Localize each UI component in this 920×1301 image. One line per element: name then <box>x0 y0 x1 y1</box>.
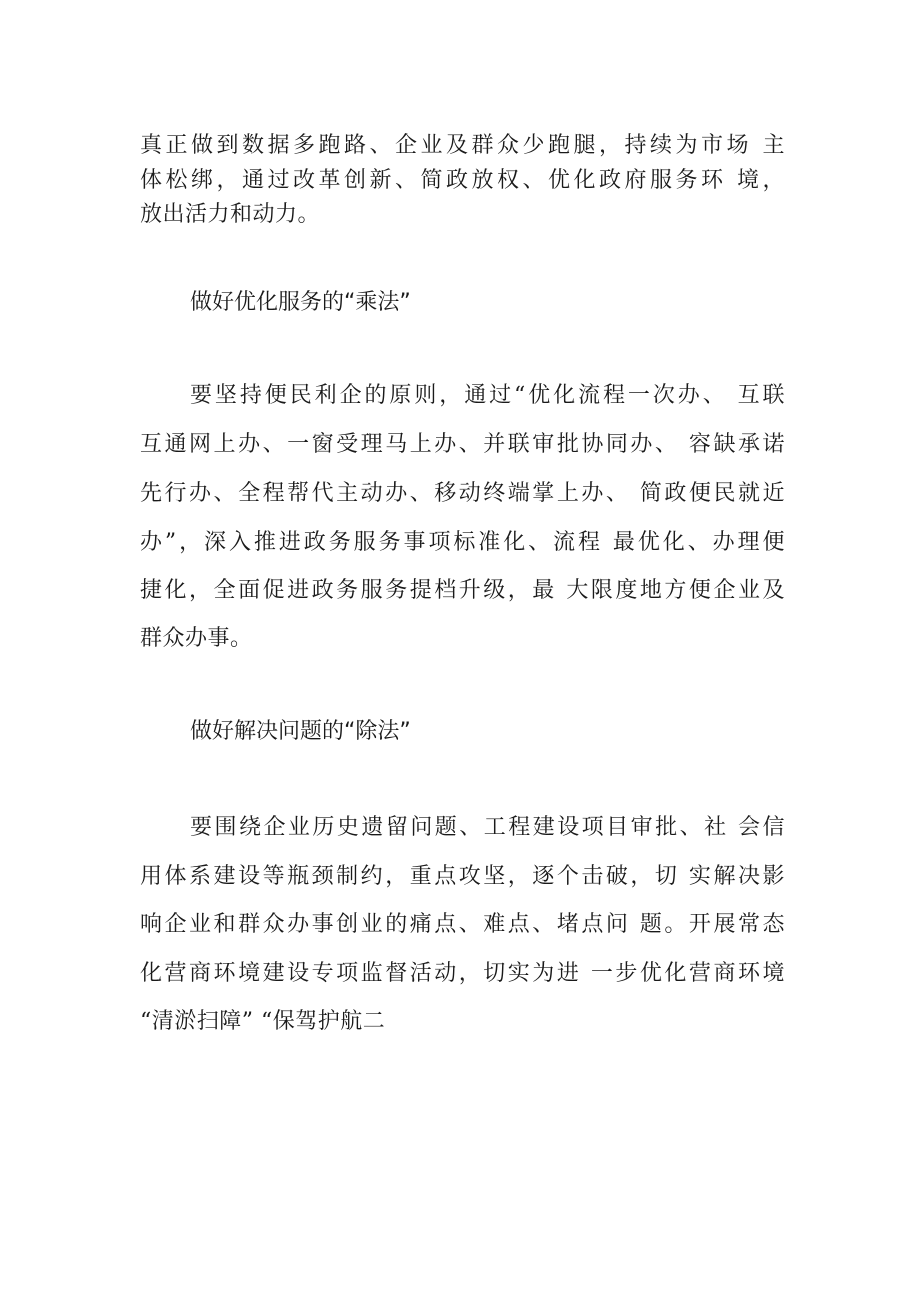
paragraph-line: 放出活力和动力。 <box>140 202 321 227</box>
paragraph-line: 互通网上办、一窗受理马上办、并联审批协同办、 容缺承诺 <box>140 432 785 457</box>
section-heading-multiplication: 做好优化服务的“乘法” <box>190 290 411 315</box>
paragraph-line: 真正做到数据多跑路、企业及群众少跑腿，持续为市场 主 <box>140 133 785 158</box>
paragraph-line: 响企业和群众办事创业的痛点、难点、堵点问 题。开展常态 <box>140 912 785 937</box>
paragraph-line: 化营商环境建设专项监督活动，切实为进 一步优化营商环境 <box>140 961 785 986</box>
paragraph-line: 群众办事。 <box>140 626 253 651</box>
paragraph-line: 办”，深入推进政务服务事项标准化、流程 最优化、办理便 <box>140 530 785 555</box>
paragraph-line: 先行办、全程帮代主动办、移动终端掌上办、 简政便民就近 <box>140 481 785 506</box>
paragraph-line: 用体系建设等瓶颈制约，重点攻坚，逐个击破，切 实解决影 <box>140 864 785 889</box>
paragraph-line: 要围绕企业历史遗留问题、工程建设项目审批、社 会信 <box>190 815 785 840</box>
paragraph-line: “清淤扫障” “保驾护航二 <box>140 1009 386 1034</box>
paragraph-line: 要坚持便民利企的原则，通过“优化流程一次办、 互联 <box>190 383 785 408</box>
paragraph-line: 体松绑，通过改革创新、简政放权、优化政府服务环 境， <box>140 168 785 193</box>
section-heading-division: 做好解决问题的“除法” <box>190 719 411 744</box>
paragraph-line: 捷化，全面促进政务服务提档升级，最 大限度地方便企业及 <box>140 578 785 603</box>
